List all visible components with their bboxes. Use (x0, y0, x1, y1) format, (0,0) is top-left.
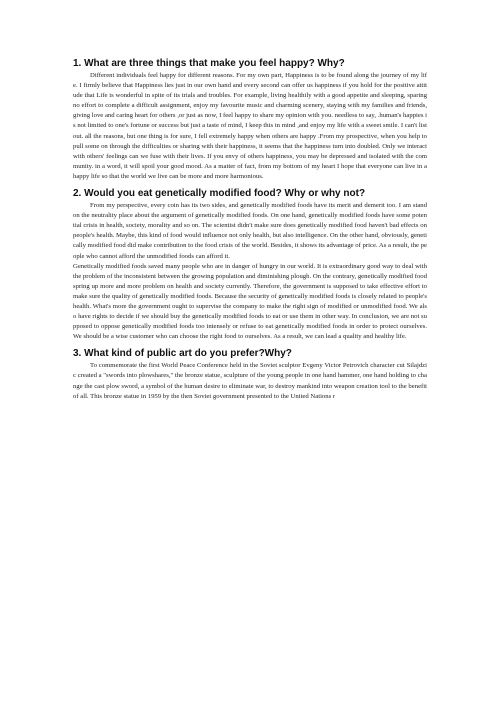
section-heading: 2. Would you eat genetically modified food? Why or why not? (73, 188, 366, 200)
section-heading: 3. What kind of public art do you prefer?Why? (73, 348, 292, 360)
section-heading: 1. What are three things that make you feel happy? Why? (73, 58, 345, 69)
document-page (73, 57, 427, 407)
paragraph: To commemorate the first World Peace Conference held in the Soviet sculptor Evgeny Victor Petrovich character cut Silajdzic created a "swords into plowshares," the bronze statue, sculpture of the young people in one hand hammer, one hand holding to change the cast plow sword, a symbol of the human desire to eliminate war, to destroy mankind into weapon creation tool to the benefit of all. This bronze statue in 1959 by the then Soviet government presented to the United Nations r (73, 362, 427, 400)
paragraph: From my perspective, every coin has its two sides, and genetically modified foods have its merit and demerit too. I am stand on the neutrality place about the argument of genetically modified foods. On one hand, genetically modified foods have some potential crisis in health, society, morality and so on. The scientist didn't make sure does genetically modified food haven't bad effects on people's health. Maybe, this kind of food would influence not only health, but also intelligence. On the other hand, obviously, genetically modified food did make contribution to the food crisis of the world. Besides, it shows its advantage of price. As a result, the people who cannot afford the unmodified foods can afford it. (73, 202, 427, 260)
section-happiness (73, 57, 427, 182)
section-public-art (73, 347, 427, 401)
section-gm-food (73, 187, 427, 342)
paragraph: Different individuals feel happy for different reasons. For my own part, Happiness is to be found along the journey of my life. I firmly believe that Happiness lies just in our own hand and every second can offer us happiness if you hold for the positive attitude that Life is wonderful in spite of its trials and troubles. For example, living healthily with a good appetite and sleeping, sparing no effort to complete a difficult assignment, enjoy my favourite music and charming scenery, staying with my families and friends, giving love and caring heart for others ,or just as now, I feel happy to share my opinion with you. needless to say, .human's happies is not limited to one's fortune or success but just a taste of mind, I keep this in mind ,and enjoy my life with a sweet smile. I can't list out. all the reasons, but one thing is for sure, I fell extremely happy when others are happy .From my prospective, when you help to pull some on through the difficulties or sharing with their happiness, it seems that the happiness turn into doubled. Only we interact with others' feelings can we fuse with their lives. If you envy of others happiness, you may be depressed and isolated with the community. in a word, it will spoil your good mood. As a matter of fact, from my bottom of my heart I hope that everyone can live in a happy life so that the world we live can be more and more harmonious. (73, 72, 427, 180)
paragraph: Genetically modified foods saved many people who are in danger of hungry in our world. It is extraordinary good way to deal with the problem of the inconsistent between the growing population and diminishing plough. On the contrary, genetically modified food spring up more and more problem on health and society currently. Therefore, the government is supposed to take effective effort to make sure the quality of genetically modified foods. Because the security of genetically modified foods is closely related to people's health. What's more the government ought to supervise the company to make the right sign of modified or unmodified food. We also have rights to decide if we should buy the genetically modified foods to eat or use them in other way. In conclusion, we are not supposed to oppose genetically modified foods too intensely or refuse to eat genetically modified foods in order to protect ourselves. We should be a wise customer who can choose the right food to ourselves. As a result, we can lead a quality and healthy life. (73, 262, 427, 341)
